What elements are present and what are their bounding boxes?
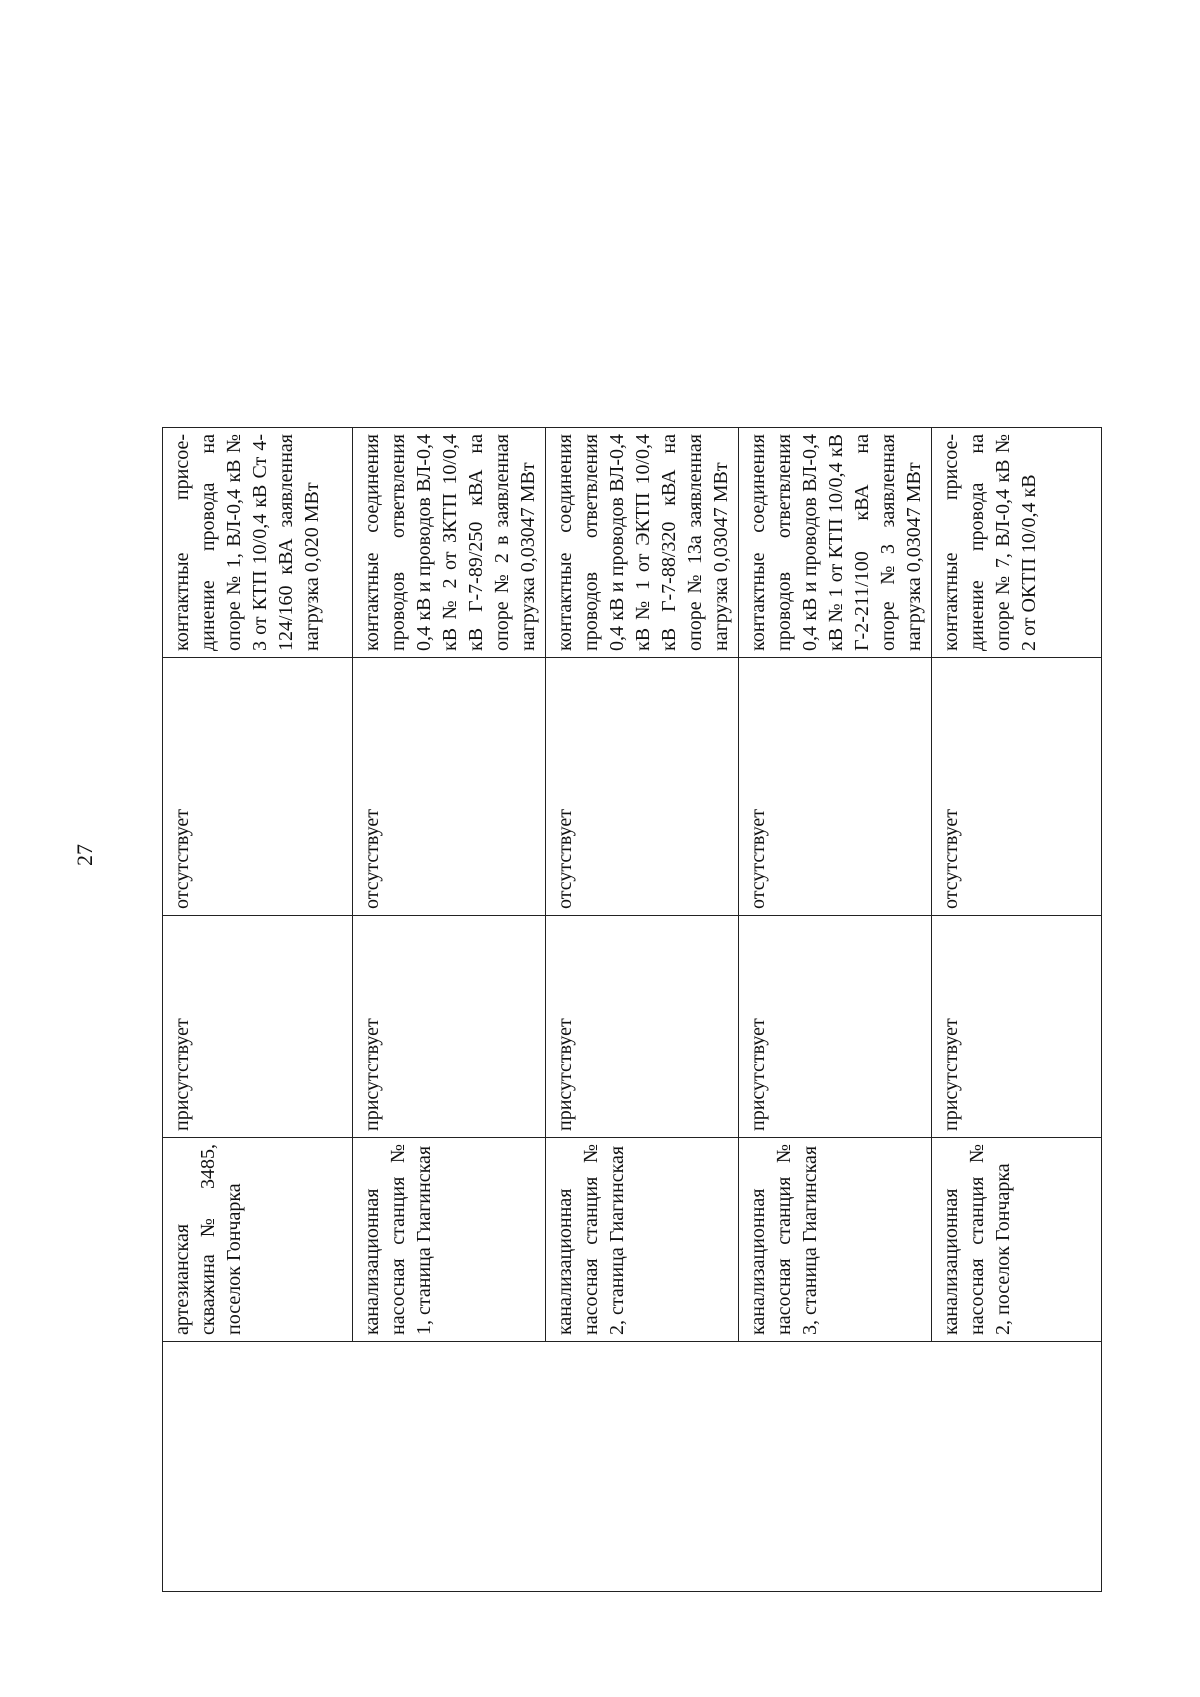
connection-cell: контактные соединения проводов ответвления 0,4 кВ и проводов ВЛ-0,4 кВ № 1 от ЭКТП 10/0,4 кВ Г-7-88/320 кВА на опоре № 13а заявленная нагрузка 0,03047 МВт bbox=[546, 428, 739, 658]
data-table bbox=[162, 83, 1102, 1592]
absence-cell: отсутствует bbox=[546, 658, 739, 916]
merged-first-column-cell bbox=[163, 1342, 1102, 1592]
connection-cell: контактные присое-динение провода на опоре № 1, ВЛ-0,4 кВ № 3 от КТП 10/0,4 кВ Ст 4-124/160 кВА заявленная нагрузка 0,020 МВт bbox=[163, 428, 353, 658]
connection-cell: контактные присое-динение провода на опоре № 7, ВЛ-0,4 кВ № 2 от ОКТП 10/0,4 кВ bbox=[932, 428, 1102, 658]
absence-cell: отсутствует bbox=[163, 658, 353, 916]
rotated-table-container bbox=[162, 84, 1062, 1592]
object-cell: канализационная насосная станция № 3, станица Гиагинская bbox=[739, 1138, 932, 1342]
absence-cell: отсутствует bbox=[932, 658, 1102, 916]
connection-cell: контактные соединения проводов ответвления 0,4 кВ и проводов ВЛ-0,4 кВ № 2 от ЗКТП 10/0,4 кВ Г-7-89/250 кВА на опоре № 2 в заявленная нагрузка 0,03047 МВт bbox=[353, 428, 546, 658]
presence-cell: присутствует bbox=[739, 916, 932, 1138]
presence-cell: присутствует bbox=[163, 916, 353, 1138]
table-row bbox=[163, 84, 353, 1592]
object-cell: канализационная насосная станция № 1, станица Гиагинская bbox=[353, 1138, 546, 1342]
object-cell: канализационная насосная станция № 2, станица Гиагинская bbox=[546, 1138, 739, 1342]
presence-cell: присутствует bbox=[546, 916, 739, 1138]
connection-cell: контактные соединения проводов ответвления 0,4 кВ и проводов ВЛ-0,4 кВ № 1 от КТП 10/0,4 кВ Г-2-211/100 кВА на опоре №3 заявленная нагрузка 0,03047 МВт bbox=[739, 428, 932, 658]
absence-cell: отсутствует bbox=[739, 658, 932, 916]
object-cell: канализационная насосная станция № 2, поселок Гончарка bbox=[932, 1138, 1102, 1342]
presence-cell: присутствует bbox=[353, 916, 546, 1138]
presence-cell: присутствует bbox=[932, 916, 1102, 1138]
page-number: 27 bbox=[72, 844, 97, 866]
object-cell: артезианская скважина № 3485, поселок Гончарка bbox=[163, 1138, 353, 1342]
absence-cell: отсутствует bbox=[353, 658, 546, 916]
